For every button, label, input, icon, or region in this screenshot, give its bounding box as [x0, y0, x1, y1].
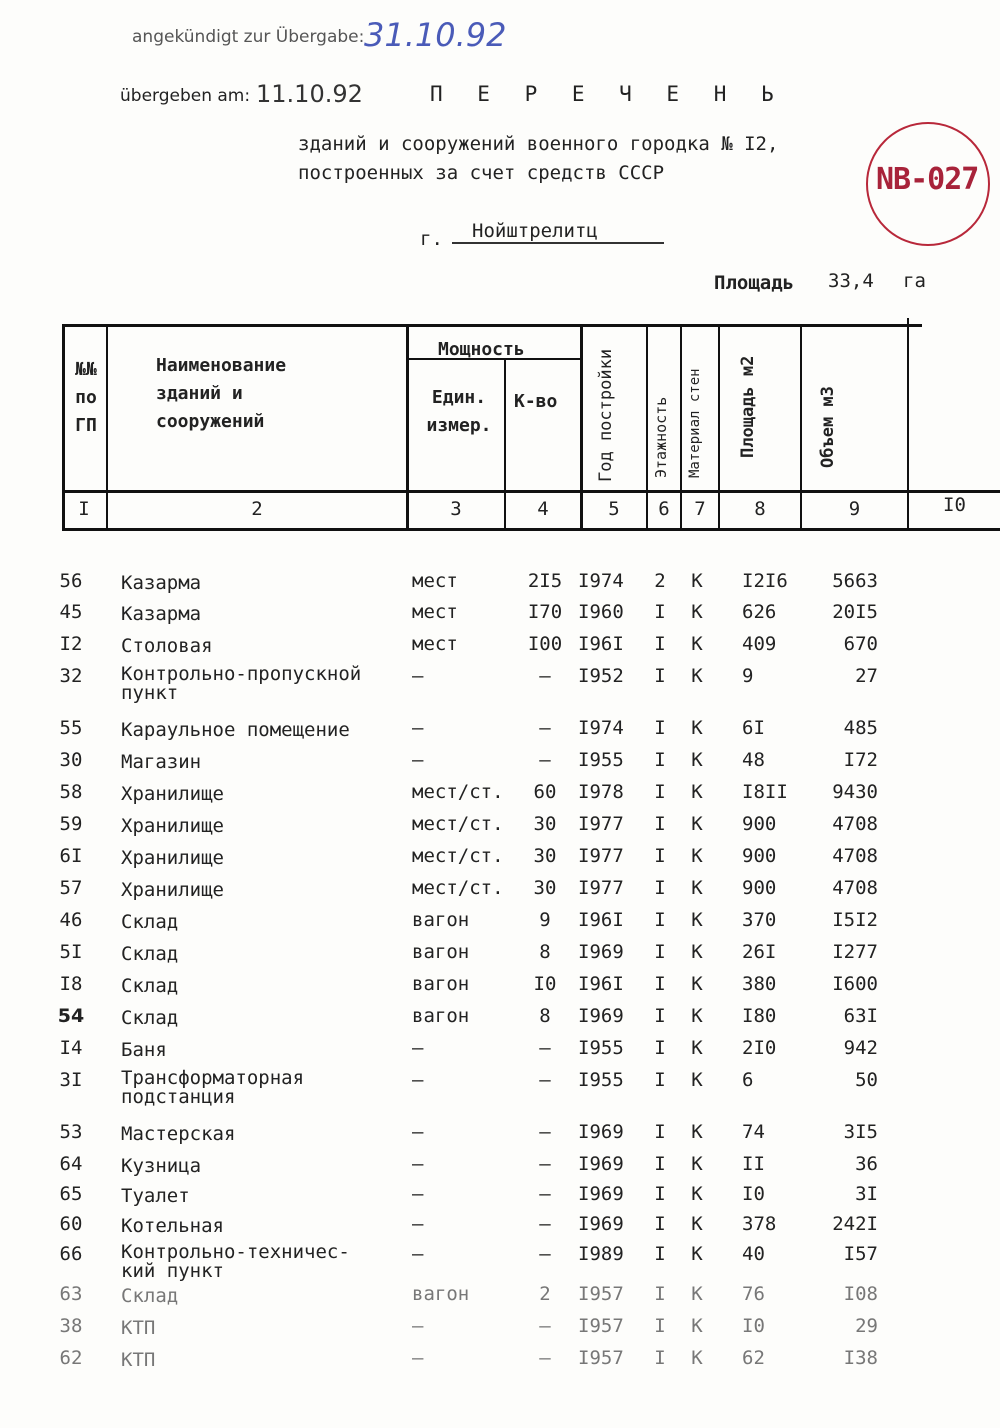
- row-material: К: [691, 973, 703, 995]
- row-floors: I: [654, 665, 666, 687]
- row-name: [121, 977, 178, 996]
- table-header: [62, 318, 1000, 532]
- row-quantity: I70: [527, 601, 563, 623]
- row-floors: I: [654, 1005, 666, 1027]
- row-volume: 3I: [855, 1183, 878, 1205]
- col-number: 3: [450, 498, 462, 520]
- col-number: 4: [537, 498, 549, 520]
- row-area: I2I6: [742, 570, 788, 592]
- row-year: I957: [578, 1315, 624, 1337]
- row-unit: мест/ст.: [412, 813, 504, 835]
- row-name: [121, 1009, 178, 1028]
- row-unit: –: [412, 1243, 424, 1265]
- row-area: 26I: [742, 941, 777, 963]
- row-unit: –: [412, 1121, 424, 1143]
- row-unit: вагон: [412, 1005, 470, 1027]
- row-name: [121, 881, 224, 900]
- row-volume: 29: [855, 1315, 878, 1337]
- row-unit: –: [412, 665, 424, 687]
- registry-stamp: [866, 122, 990, 246]
- row-number: 62: [59, 1347, 83, 1369]
- row-volume: 27: [855, 665, 878, 687]
- row-name-line: Баня: [121, 1039, 167, 1061]
- row-material: К: [691, 941, 703, 963]
- row-name: [121, 1041, 167, 1060]
- row-material: К: [691, 1005, 703, 1027]
- row-material: К: [691, 1037, 703, 1059]
- row-quantity: I0: [533, 973, 557, 995]
- row-year: I977: [578, 845, 624, 867]
- row-area: 626: [742, 601, 777, 623]
- row-area: I0: [742, 1315, 765, 1337]
- row-name-line: Котельная: [121, 1215, 224, 1237]
- row-quantity: 8: [539, 941, 551, 963]
- row-unit: вагон: [412, 1283, 470, 1305]
- row-number: I4: [59, 1037, 83, 1059]
- row-unit: –: [412, 717, 424, 739]
- header-col-name-line: зданий и: [156, 383, 243, 404]
- row-floors: I: [654, 813, 666, 835]
- header-col-no-line: ГП: [75, 415, 97, 436]
- row-name-line: Хранилище: [121, 783, 224, 805]
- area-value: 33,4: [828, 270, 874, 292]
- row-number: 56: [59, 570, 83, 592]
- row-name: [121, 1157, 201, 1176]
- row-year: I977: [578, 877, 624, 899]
- row-floors: I: [654, 973, 666, 995]
- row-name-line: Кузница: [121, 1155, 202, 1177]
- row-quantity: 9: [539, 909, 551, 931]
- row-unit: мест: [412, 633, 458, 655]
- row-area: 9: [742, 665, 754, 687]
- header-col-name: [156, 352, 286, 436]
- registry-mark: NB-027: [876, 162, 979, 197]
- row-unit: мест/ст.: [412, 877, 504, 899]
- row-name-line: Мастерская: [121, 1123, 236, 1145]
- row-material: К: [691, 570, 703, 592]
- row-unit: вагон: [412, 973, 470, 995]
- row-material: К: [691, 749, 703, 771]
- row-area: 76: [742, 1283, 765, 1305]
- row-floors: I: [654, 1213, 666, 1235]
- row-area: I0: [742, 1183, 765, 1205]
- col-number: 9: [848, 498, 861, 520]
- row-name: [121, 665, 361, 703]
- row-area: 370: [742, 909, 777, 931]
- row-year: I969: [578, 1213, 624, 1235]
- row-number: 5I: [59, 941, 83, 963]
- row-volume: 36: [855, 1153, 878, 1175]
- announced-label: angekündigt zur Übergabe:: [132, 27, 365, 47]
- row-name-line: кий пункт: [121, 1260, 224, 1282]
- row-quantity: –: [539, 1213, 551, 1235]
- row-quantity: 30: [533, 845, 557, 867]
- row-quantity: I00: [527, 633, 563, 655]
- row-name-line: пункт: [121, 682, 179, 704]
- row-quantity: 60: [533, 781, 557, 803]
- row-floors: I: [654, 1243, 666, 1265]
- row-name-line: Склад: [121, 943, 179, 965]
- col-number: I: [78, 498, 90, 520]
- row-floors: I: [654, 717, 666, 739]
- row-quantity: –: [539, 1347, 551, 1369]
- row-material: К: [691, 1153, 703, 1175]
- row-name-line: Казарма: [121, 572, 202, 594]
- row-volume: I5I2: [832, 909, 878, 931]
- header-col-no: [66, 356, 106, 440]
- row-volume: I38: [843, 1347, 878, 1369]
- row-number: I2: [59, 633, 83, 655]
- row-volume: 20I5: [832, 601, 878, 623]
- row-year: I969: [578, 941, 624, 963]
- row-unit: –: [412, 1347, 424, 1369]
- row-material: К: [691, 813, 703, 835]
- row-name-line: Склад: [121, 1007, 179, 1029]
- row-area: 6: [742, 1069, 754, 1091]
- row-name: [121, 1217, 224, 1236]
- row-name: [121, 849, 224, 868]
- row-area: 74: [742, 1121, 765, 1143]
- row-number: 54: [57, 1005, 85, 1027]
- row-number: 59: [59, 813, 83, 835]
- row-name: [121, 945, 178, 964]
- row-volume: 63I: [843, 1005, 878, 1027]
- row-number: 30: [59, 749, 83, 771]
- row-name-line: Хранилище: [121, 879, 224, 901]
- city-prefix: г.: [420, 228, 443, 250]
- row-unit: вагон: [412, 909, 470, 931]
- row-unit: мест/ст.: [412, 781, 504, 803]
- row-area: II: [742, 1153, 765, 1175]
- row-quantity: 8: [539, 1005, 551, 1027]
- row-material: К: [691, 1069, 703, 1091]
- row-area: I8II: [742, 781, 788, 803]
- row-number: 60: [59, 1213, 83, 1235]
- city-name: Нойштрелитц: [452, 220, 664, 244]
- row-name-line: Трансформаторная: [121, 1067, 305, 1089]
- row-name: [121, 1287, 178, 1306]
- row-unit: мест: [412, 601, 458, 623]
- col-number: I0: [943, 494, 966, 516]
- row-quantity: –: [539, 717, 551, 739]
- row-unit: вагон: [412, 941, 470, 963]
- row-name: [121, 1351, 155, 1370]
- col-number: 8: [754, 498, 766, 520]
- header-col-unit: [414, 384, 504, 440]
- subtitle-line-2: построенных за счет средств СССР: [298, 162, 665, 184]
- handed-date: 11.10.92: [256, 80, 363, 108]
- row-unit: –: [412, 1213, 424, 1235]
- row-material: К: [691, 1183, 703, 1205]
- row-number: 64: [59, 1153, 83, 1175]
- row-material: К: [691, 633, 703, 655]
- row-material: К: [691, 717, 703, 739]
- row-volume: 3I5: [843, 1121, 878, 1143]
- row-volume: 4708: [832, 845, 878, 867]
- row-year: I977: [578, 813, 624, 835]
- header-col-name-line: Наименование: [156, 355, 287, 376]
- row-material: К: [691, 781, 703, 803]
- header-col-unit-line: измер.: [426, 415, 492, 436]
- row-name-line: Контрольно-пропускной: [121, 663, 362, 685]
- row-volume: 9430: [832, 781, 878, 803]
- row-volume: 4708: [832, 877, 878, 899]
- row-unit: –: [412, 1037, 424, 1059]
- row-area: 378: [742, 1213, 777, 1235]
- row-area: 900: [742, 845, 777, 867]
- header-col-area: Площадь м2: [738, 355, 758, 458]
- row-year: I957: [578, 1347, 624, 1369]
- row-year: I978: [578, 781, 624, 803]
- row-material: К: [691, 1243, 703, 1265]
- row-year: I969: [578, 1005, 624, 1027]
- row-volume: 50: [855, 1069, 878, 1091]
- row-number: 3I: [59, 1069, 83, 1091]
- row-quantity: –: [539, 1243, 551, 1265]
- row-year: I989: [578, 1243, 624, 1265]
- header-col-name-line: сооружений: [156, 411, 265, 432]
- row-floors: I: [654, 749, 666, 771]
- row-quantity: –: [539, 749, 551, 771]
- row-name: [121, 1187, 190, 1206]
- row-floors: I: [654, 1121, 666, 1143]
- row-number: 58: [59, 781, 83, 803]
- row-area: 62: [742, 1347, 765, 1369]
- row-floors: I: [654, 1183, 666, 1205]
- row-year: I969: [578, 1183, 624, 1205]
- header-col-capacity: Мощность: [438, 339, 525, 360]
- row-material: К: [691, 665, 703, 687]
- row-area: 900: [742, 877, 777, 899]
- row-name-line: Караульное помещение: [121, 719, 350, 741]
- row-quantity: –: [539, 1315, 551, 1337]
- row-volume: I08: [843, 1283, 878, 1305]
- row-name-line: Хранилище: [121, 847, 224, 869]
- row-year: I952: [578, 665, 624, 687]
- row-area: 900: [742, 813, 777, 835]
- row-number: 55: [59, 717, 83, 739]
- row-floors: I: [654, 781, 666, 803]
- row-quantity: –: [539, 1153, 551, 1175]
- row-material: К: [691, 877, 703, 899]
- row-year: I955: [578, 1037, 624, 1059]
- row-name: [121, 721, 350, 740]
- row-quantity: –: [539, 1069, 551, 1091]
- row-material: К: [691, 1315, 703, 1337]
- row-material: К: [691, 1213, 703, 1235]
- row-material: К: [691, 601, 703, 623]
- row-quantity: 2: [539, 1283, 551, 1305]
- row-name-line: КТП: [121, 1349, 156, 1371]
- handed-label: übergeben am:: [120, 86, 251, 106]
- row-name-line: Магазин: [121, 751, 202, 773]
- row-unit: –: [412, 749, 424, 771]
- row-name-line: Склад: [121, 975, 179, 997]
- area-unit: га: [903, 270, 926, 292]
- row-name-line: подстанция: [121, 1086, 236, 1108]
- row-quantity: 30: [533, 813, 557, 835]
- header-col-unit-line: Един.: [431, 387, 487, 408]
- row-number: 32: [59, 665, 83, 687]
- row-quantity: –: [539, 665, 551, 687]
- row-name: [121, 817, 224, 836]
- row-unit: мест: [412, 570, 458, 592]
- row-volume: 4708: [832, 813, 878, 835]
- row-number: 46: [59, 909, 83, 931]
- col-number: 6: [658, 498, 670, 520]
- row-quantity: –: [539, 1183, 551, 1205]
- row-year: I960: [578, 601, 624, 623]
- row-name-line: Хранилище: [121, 815, 224, 837]
- row-volume: I277: [832, 941, 878, 963]
- row-volume: 485: [843, 717, 878, 739]
- row-area: 2I0: [742, 1037, 777, 1059]
- row-number: 45: [59, 601, 83, 623]
- row-number: 63: [59, 1283, 83, 1305]
- row-material: К: [691, 1121, 703, 1143]
- row-unit: –: [412, 1153, 424, 1175]
- row-quantity: 30: [533, 877, 557, 899]
- header-col-volume: Объем м3: [818, 386, 838, 468]
- row-floors: I: [654, 1153, 666, 1175]
- subtitle-line-1: зданий и сооружений военного городка № I2,: [298, 133, 779, 155]
- row-unit: мест/ст.: [412, 845, 504, 867]
- row-floors: I: [654, 1315, 666, 1337]
- row-year: I974: [578, 570, 624, 592]
- col-number: 7: [694, 498, 706, 520]
- header-col-year: Год постройки: [596, 348, 616, 482]
- row-quantity: 2I5: [527, 570, 563, 592]
- row-floors: I: [654, 633, 666, 655]
- header-col-qty: К-во: [514, 391, 558, 412]
- row-name: [121, 785, 224, 804]
- row-name: [121, 637, 213, 656]
- row-name: [121, 1125, 235, 1144]
- page-title: П Е Р Е Ч Е Н Ь: [430, 82, 785, 106]
- header-col-no-line: №№: [75, 359, 97, 380]
- row-unit: –: [412, 1315, 424, 1337]
- row-volume: 242I: [832, 1213, 878, 1235]
- row-name-line: Туалет: [121, 1185, 190, 1207]
- row-name: [121, 574, 201, 593]
- row-name: [121, 605, 201, 624]
- announced-date: 31.10.92: [364, 16, 507, 54]
- row-floors: I: [654, 941, 666, 963]
- row-number: 53: [59, 1121, 83, 1143]
- row-floors: 2: [654, 570, 666, 592]
- row-volume: 5663: [832, 570, 878, 592]
- row-name-line: Казарма: [121, 603, 202, 625]
- row-material: К: [691, 845, 703, 867]
- header-col-no-line: по: [75, 387, 97, 408]
- row-volume: I57: [843, 1243, 878, 1265]
- row-area: 6I: [742, 717, 765, 739]
- row-volume: I72: [843, 749, 878, 771]
- row-name: [121, 913, 178, 932]
- row-name-line: Склад: [121, 1285, 179, 1307]
- row-number: 6I: [59, 845, 83, 867]
- row-number: 57: [59, 877, 83, 899]
- row-floors: I: [654, 1069, 666, 1091]
- row-floors: I: [654, 1283, 666, 1305]
- row-area: 409: [742, 633, 777, 655]
- row-floors: I: [654, 1037, 666, 1059]
- row-unit: –: [412, 1069, 424, 1091]
- row-floors: I: [654, 845, 666, 867]
- row-volume: I600: [832, 973, 878, 995]
- row-name-line: Столовая: [121, 635, 213, 657]
- row-number: I8: [59, 973, 83, 995]
- header-col-floors: Этажность: [652, 396, 670, 478]
- row-name-line: Склад: [121, 911, 179, 933]
- row-area: 48: [742, 749, 765, 771]
- row-name: [121, 753, 201, 772]
- row-year: I957: [578, 1283, 624, 1305]
- row-floors: I: [654, 1347, 666, 1369]
- row-material: К: [691, 1283, 703, 1305]
- row-year: I955: [578, 749, 624, 771]
- row-name: [121, 1243, 350, 1281]
- col-number: 2: [251, 498, 263, 520]
- row-number: 38: [59, 1315, 83, 1337]
- row-area: 380: [742, 973, 777, 995]
- row-floors: I: [654, 601, 666, 623]
- row-quantity: –: [539, 1037, 551, 1059]
- row-year: I969: [578, 1153, 624, 1175]
- row-area: 40: [742, 1243, 765, 1265]
- col-number: 5: [608, 498, 620, 520]
- row-name-line: Контрольно-техничес-: [121, 1241, 350, 1263]
- row-number: 66: [59, 1243, 83, 1265]
- row-material: К: [691, 909, 703, 931]
- row-floors: I: [654, 877, 666, 899]
- row-unit: –: [412, 1183, 424, 1205]
- row-name-line: КТП: [121, 1317, 156, 1339]
- area-label: Площадь: [714, 272, 795, 294]
- row-year: I96I: [578, 633, 624, 655]
- row-volume: 670: [843, 633, 878, 655]
- row-year: I96I: [578, 909, 624, 931]
- row-year: I974: [578, 717, 624, 739]
- row-year: I96I: [578, 973, 624, 995]
- row-number: 65: [59, 1183, 83, 1205]
- row-name: [121, 1319, 155, 1338]
- header-col-material: Материал стен: [687, 368, 703, 478]
- row-year: I969: [578, 1121, 624, 1143]
- row-floors: I: [654, 909, 666, 931]
- row-name: [121, 1069, 304, 1107]
- row-material: К: [691, 1347, 703, 1369]
- row-volume: 942: [843, 1037, 878, 1059]
- row-area: I80: [742, 1005, 777, 1027]
- row-year: I955: [578, 1069, 624, 1091]
- row-quantity: –: [539, 1121, 551, 1143]
